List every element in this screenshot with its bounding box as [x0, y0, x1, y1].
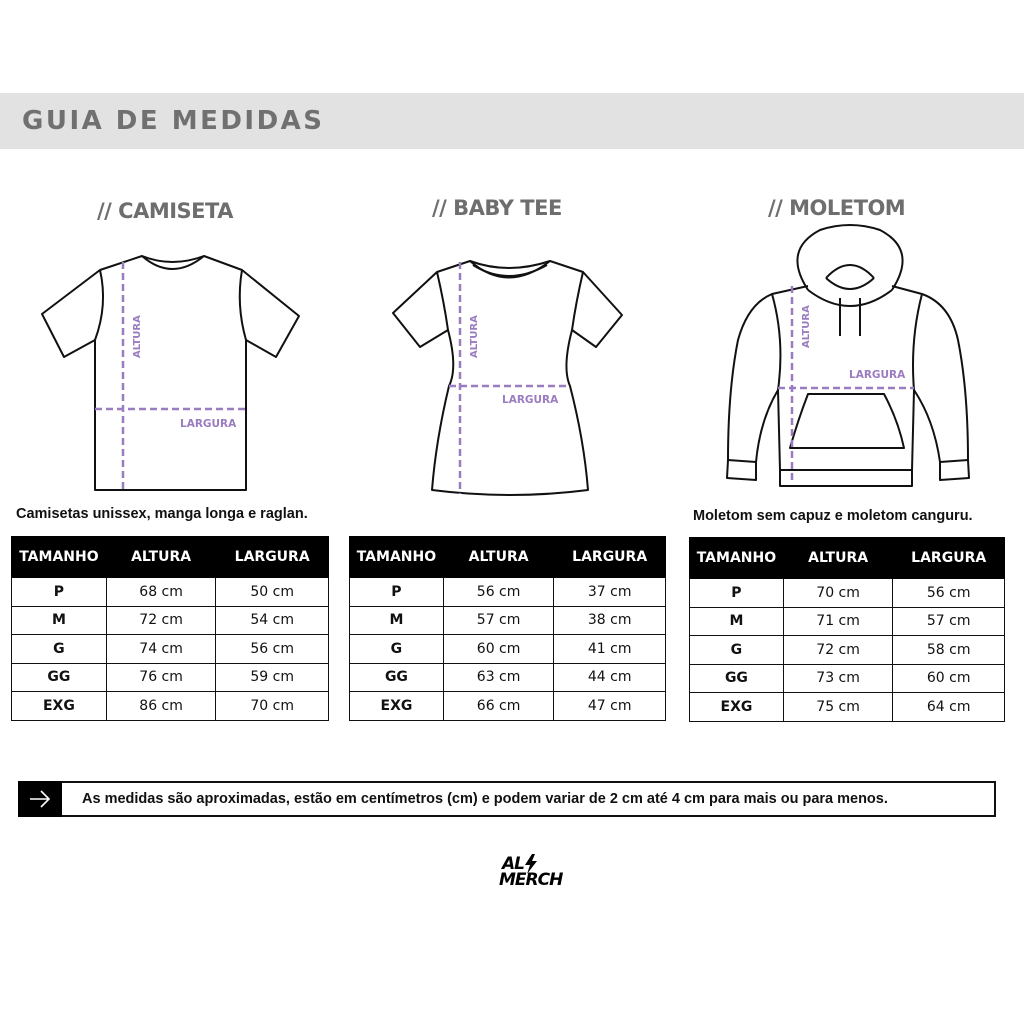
table-row: [12, 635, 329, 664]
width-cell: 44 cm: [554, 663, 666, 692]
baby-tee-width-label: LARGURA: [502, 394, 559, 406]
tshirt-width-label: LARGURA: [180, 418, 237, 430]
size-cell: M: [350, 606, 444, 635]
size-cell: M: [12, 606, 107, 635]
baby-tee-measure-lines: [449, 262, 570, 494]
size-cell: GG: [12, 663, 107, 692]
table-row: [12, 606, 329, 635]
size-cell: G: [350, 635, 444, 664]
header-width: LARGURA: [554, 537, 666, 578]
measurement-note: [18, 781, 996, 817]
header-height: ALTURA: [783, 538, 893, 579]
size-cell: GG: [350, 663, 444, 692]
size-cell: P: [12, 578, 107, 607]
table-row: [12, 692, 329, 721]
size-table-baby-tee: [349, 536, 666, 721]
size-table-moletom: [689, 537, 1005, 722]
header-size: TAMANHO: [690, 538, 784, 579]
height-cell: 66 cm: [443, 692, 553, 721]
title-moletom: // MOLETOM: [768, 196, 906, 220]
height-cell: 57 cm: [443, 606, 553, 635]
height-cell: 72 cm: [106, 606, 216, 635]
tshirt-measure-lines: [95, 262, 246, 490]
table-row: [350, 692, 666, 721]
hoodie-measure-lines: [778, 286, 914, 484]
caption-camiseta: Camisetas unissex, manga longa e raglan.: [16, 506, 308, 522]
page-title: GUIA DE MEDIDAS: [22, 106, 325, 136]
width-cell: 37 cm: [554, 578, 666, 607]
table-row: [690, 607, 1005, 636]
size-cell: P: [350, 578, 444, 607]
size-cell: EXG: [690, 693, 784, 722]
table-row: [350, 663, 666, 692]
header-size: TAMANHO: [12, 537, 107, 578]
height-cell: 56 cm: [443, 578, 553, 607]
table-row: [350, 606, 666, 635]
width-cell: 59 cm: [216, 663, 329, 692]
table-row: [350, 578, 666, 607]
size-cell: M: [690, 607, 784, 636]
tshirt-height-label: ALTURA: [132, 315, 143, 358]
table-row: [12, 578, 329, 607]
width-cell: 56 cm: [893, 579, 1005, 608]
table-header-row: [350, 537, 666, 578]
size-cell: GG: [690, 664, 784, 693]
table-row: [690, 636, 1005, 665]
note-text: As medidas são aproximadas, estão em centímetros (cm) e podem variar de 2 cm até 4 cm para mais ou para menos.: [82, 791, 888, 807]
width-cell: 70 cm: [216, 692, 329, 721]
header-width: LARGURA: [893, 538, 1005, 579]
width-cell: 60 cm: [893, 664, 1005, 693]
width-cell: 50 cm: [216, 578, 329, 607]
size-cell: G: [690, 636, 784, 665]
header-height: ALTURA: [106, 537, 216, 578]
table-row: [690, 664, 1005, 693]
logo-line-2: MERCH: [499, 870, 563, 890]
table-header-row: [690, 538, 1005, 579]
size-cell: EXG: [12, 692, 107, 721]
hoodie-width-label: LARGURA: [849, 369, 906, 381]
table-header-row: [12, 537, 329, 578]
baby-tee-height-label: ALTURA: [469, 315, 480, 358]
width-cell: 54 cm: [216, 606, 329, 635]
hoodie-illustration: [727, 225, 969, 486]
size-cell: EXG: [350, 692, 444, 721]
al-merch-logo: [498, 854, 562, 898]
height-cell: 86 cm: [106, 692, 216, 721]
table-row: [12, 663, 329, 692]
size-table-camiseta: [11, 536, 329, 721]
width-cell: 56 cm: [216, 635, 329, 664]
height-cell: 72 cm: [783, 636, 893, 665]
width-cell: 38 cm: [554, 606, 666, 635]
arrow-right-icon: [18, 781, 62, 817]
header-width: LARGURA: [216, 537, 329, 578]
height-cell: 60 cm: [443, 635, 553, 664]
height-cell: 71 cm: [783, 607, 893, 636]
height-cell: 76 cm: [106, 663, 216, 692]
baby-tee-illustration: [393, 261, 622, 495]
caption-moletom: Moletom sem capuz e moletom canguru.: [693, 508, 973, 524]
height-cell: 74 cm: [106, 635, 216, 664]
hoodie-height-label: ALTURA: [801, 305, 812, 348]
height-cell: 75 cm: [783, 693, 893, 722]
width-cell: 64 cm: [893, 693, 1005, 722]
logo-line-1: AL: [502, 854, 524, 874]
table-row: [690, 579, 1005, 608]
size-cell: G: [12, 635, 107, 664]
height-cell: 73 cm: [783, 664, 893, 693]
title-camiseta: // CAMISETA: [97, 199, 233, 223]
title-baby-tee: // BABY TEE: [432, 196, 562, 220]
width-cell: 58 cm: [893, 636, 1005, 665]
height-cell: 70 cm: [783, 579, 893, 608]
width-cell: 47 cm: [554, 692, 666, 721]
header-height: ALTURA: [443, 537, 553, 578]
table-row: [350, 635, 666, 664]
table-row: [690, 693, 1005, 722]
height-cell: 63 cm: [443, 663, 553, 692]
height-cell: 68 cm: [106, 578, 216, 607]
header-size: TAMANHO: [350, 537, 444, 578]
width-cell: 57 cm: [893, 607, 1005, 636]
width-cell: 41 cm: [554, 635, 666, 664]
tshirt-illustration: [42, 256, 299, 490]
size-cell: P: [690, 579, 784, 608]
